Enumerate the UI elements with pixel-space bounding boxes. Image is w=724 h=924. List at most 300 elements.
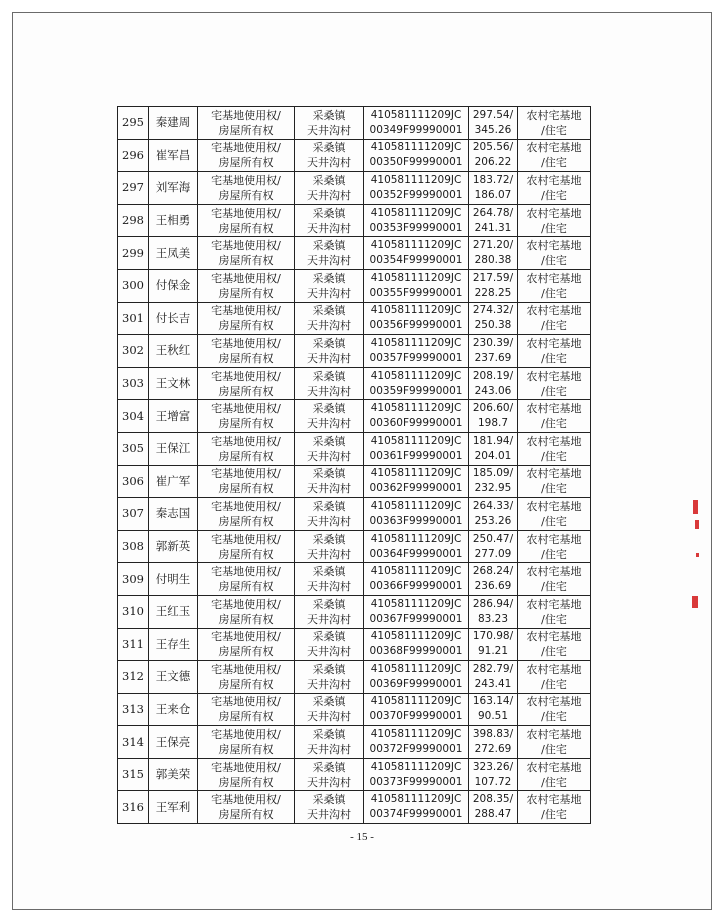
- right-type-cell: [198, 758, 295, 791]
- property-code-text: 410581111209JC: [370, 402, 462, 415]
- right-type-text: 宅基地使用权/: [211, 336, 281, 350]
- right-type-text: 宅基地使用权/: [211, 662, 281, 676]
- area-cell: [469, 693, 518, 726]
- owner-name-text: 王增富: [155, 408, 191, 423]
- land-use-cell: [518, 237, 591, 270]
- location-cell: [295, 791, 364, 824]
- area-cell: [469, 726, 518, 759]
- land-use-text: 农村宅基地: [526, 141, 582, 155]
- row-number-cell: [118, 791, 149, 824]
- row-number-text: 306: [122, 473, 144, 488]
- location-cell: [295, 661, 364, 694]
- land-use-text: /住宅: [541, 417, 567, 431]
- property-code-cell: [364, 758, 469, 791]
- row-number-cell: [118, 139, 149, 172]
- row-number-cell: [118, 269, 149, 302]
- location-text: 天井沟村: [307, 417, 351, 431]
- area-text: 250.47/: [472, 532, 514, 545]
- location-cell: [295, 172, 364, 205]
- land-use-cell: [518, 595, 591, 628]
- right-type-cell: [198, 400, 295, 433]
- property-code-cell: [364, 693, 469, 726]
- land-use-text: 农村宅基地: [526, 565, 582, 579]
- area-text: 398.83/: [472, 728, 514, 741]
- property-code-text: 00356F99990001: [369, 319, 463, 332]
- location-cell: [295, 400, 364, 433]
- location-cell: [295, 758, 364, 791]
- table-row: [118, 791, 591, 824]
- land-use-cell: [518, 791, 591, 824]
- land-use-text: 农村宅基地: [526, 532, 582, 546]
- property-code-cell: [364, 595, 469, 628]
- area-cell: [469, 107, 518, 140]
- area-text: 91.21: [477, 645, 509, 658]
- area-cell: [469, 530, 518, 563]
- property-code-text: 410581111209JC: [370, 662, 462, 675]
- row-number-text: 313: [122, 701, 144, 716]
- land-use-text: 农村宅基地: [526, 662, 582, 676]
- location-text: 采桑镇: [312, 793, 346, 807]
- table-row: [118, 107, 591, 140]
- land-use-text: /住宅: [541, 221, 567, 235]
- location-text: 天井沟村: [307, 645, 351, 659]
- owner-name-cell: [149, 107, 198, 140]
- owner-name-text: 王军利: [155, 799, 191, 814]
- location-cell: [295, 367, 364, 400]
- location-cell: [295, 693, 364, 726]
- area-text: 232.95: [474, 482, 512, 495]
- owner-name-cell: [149, 693, 198, 726]
- right-type-text: 宅基地使用权/: [211, 434, 281, 448]
- location-text: 采桑镇: [312, 499, 346, 513]
- owner-name-text: 秦建周: [155, 115, 191, 130]
- location-text: 采桑镇: [312, 108, 346, 122]
- land-use-text: /住宅: [541, 286, 567, 300]
- land-use-cell: [518, 269, 591, 302]
- land-use-text: 农村宅基地: [526, 434, 582, 448]
- location-text: 采桑镇: [312, 304, 346, 318]
- land-use-text: 农村宅基地: [526, 369, 582, 383]
- right-type-text: 宅基地使用权/: [211, 597, 281, 611]
- property-code-text: 410581111209JC: [370, 239, 462, 252]
- location-text: 采桑镇: [312, 402, 346, 416]
- property-code-text: 00369F99990001: [369, 677, 463, 690]
- land-use-text: 农村宅基地: [526, 173, 582, 187]
- land-use-text: 农村宅基地: [526, 499, 582, 513]
- right-type-text: 房屋所有权: [218, 775, 274, 789]
- location-text: 天井沟村: [307, 123, 351, 137]
- location-text: 采桑镇: [312, 695, 346, 709]
- property-code-text: 410581111209JC: [370, 695, 462, 708]
- right-type-cell: [198, 432, 295, 465]
- owner-name-text: 王文林: [155, 376, 191, 391]
- land-use-text: 农村宅基地: [526, 108, 582, 122]
- owner-name-cell: [149, 400, 198, 433]
- area-cell: [469, 498, 518, 531]
- property-code-text: 410581111209JC: [370, 760, 462, 773]
- land-use-cell: [518, 693, 591, 726]
- row-number-text: 300: [122, 278, 144, 293]
- owner-name-text: 郭美荣: [155, 767, 191, 782]
- land-use-text: 农村宅基地: [526, 597, 582, 611]
- location-text: 采桑镇: [312, 565, 346, 579]
- owner-name-text: 付长吉: [155, 310, 191, 325]
- property-code-text: 00368F99990001: [369, 645, 463, 658]
- right-type-cell: [198, 628, 295, 661]
- land-use-text: /住宅: [541, 677, 567, 691]
- seal-fragment: [695, 520, 699, 529]
- right-type-text: 房屋所有权: [218, 580, 274, 594]
- area-text: 217.59/: [472, 271, 514, 284]
- location-cell: [295, 628, 364, 661]
- location-text: 采桑镇: [312, 662, 346, 676]
- right-type-text: 宅基地使用权/: [211, 108, 281, 122]
- property-code-text: 410581111209JC: [370, 597, 462, 610]
- location-cell: [295, 595, 364, 628]
- row-number-text: 302: [122, 343, 144, 358]
- area-text: 90.51: [477, 710, 509, 723]
- location-cell: [295, 237, 364, 270]
- location-text: 天井沟村: [307, 449, 351, 463]
- property-code-text: 00362F99990001: [369, 482, 463, 495]
- owner-name-cell: [149, 530, 198, 563]
- area-text: 205.56/: [472, 141, 514, 154]
- area-text: 268.24/: [472, 565, 514, 578]
- right-type-text: 房屋所有权: [218, 319, 274, 333]
- row-number-text: 308: [122, 539, 144, 554]
- land-use-text: 农村宅基地: [526, 206, 582, 220]
- table-row: [118, 302, 591, 335]
- area-text: 185.09/: [472, 467, 514, 480]
- right-type-text: 宅基地使用权/: [211, 271, 281, 285]
- owner-name-cell: [149, 139, 198, 172]
- land-use-cell: [518, 400, 591, 433]
- land-use-cell: [518, 758, 591, 791]
- location-text: 天井沟村: [307, 677, 351, 691]
- right-type-text: 宅基地使用权/: [211, 206, 281, 220]
- area-cell: [469, 269, 518, 302]
- property-code-text: 00370F99990001: [369, 710, 463, 723]
- land-use-text: 农村宅基地: [526, 695, 582, 709]
- location-text: 采桑镇: [312, 467, 346, 481]
- right-type-cell: [198, 335, 295, 368]
- row-number-text: 307: [122, 506, 144, 521]
- land-use-text: /住宅: [541, 319, 567, 333]
- right-type-cell: [198, 791, 295, 824]
- area-text: 253.26: [474, 514, 512, 527]
- owner-name-cell: [149, 595, 198, 628]
- area-cell: [469, 367, 518, 400]
- property-code-text: 00352F99990001: [369, 188, 463, 201]
- row-number-text: 304: [122, 408, 144, 423]
- land-use-text: 农村宅基地: [526, 402, 582, 416]
- table-row: [118, 498, 591, 531]
- row-number-cell: [118, 237, 149, 270]
- area-cell: [469, 758, 518, 791]
- right-type-cell: [198, 172, 295, 205]
- land-use-text: /住宅: [541, 351, 567, 365]
- location-cell: [295, 204, 364, 237]
- location-text: 天井沟村: [307, 514, 351, 528]
- land-use-cell: [518, 335, 591, 368]
- owner-name-text: 王来仓: [155, 701, 191, 716]
- land-use-cell: [518, 302, 591, 335]
- land-use-text: /住宅: [541, 612, 567, 626]
- row-number-text: 312: [122, 669, 144, 684]
- seal-fragment: [696, 553, 699, 557]
- right-type-text: 宅基地使用权/: [211, 141, 281, 155]
- property-code-cell: [364, 726, 469, 759]
- property-code-cell: [364, 628, 469, 661]
- owner-name-cell: [149, 563, 198, 596]
- owner-name-cell: [149, 432, 198, 465]
- location-text: 天井沟村: [307, 547, 351, 561]
- owner-name-cell: [149, 204, 198, 237]
- row-number-text: 309: [122, 571, 144, 586]
- area-text: 83.23: [477, 612, 509, 625]
- property-code-text: 410581111209JC: [370, 630, 462, 643]
- row-number-cell: [118, 432, 149, 465]
- right-type-text: 房屋所有权: [218, 645, 274, 659]
- owner-name-text: 郭新英: [155, 539, 191, 554]
- right-type-text: 房屋所有权: [218, 449, 274, 463]
- row-number-cell: [118, 530, 149, 563]
- owner-name-text: 王凤美: [155, 245, 191, 260]
- right-type-cell: [198, 204, 295, 237]
- right-type-text: 房屋所有权: [218, 547, 274, 561]
- land-use-text: /住宅: [541, 775, 567, 789]
- area-text: 230.39/: [472, 336, 514, 349]
- right-type-text: 房屋所有权: [218, 221, 274, 235]
- row-number-cell: [118, 335, 149, 368]
- land-use-cell: [518, 726, 591, 759]
- location-text: 天井沟村: [307, 286, 351, 300]
- area-text: 241.31: [474, 221, 512, 234]
- area-cell: [469, 302, 518, 335]
- property-code-cell: [364, 530, 469, 563]
- area-cell: [469, 661, 518, 694]
- land-use-cell: [518, 628, 591, 661]
- page-number: - 15 -: [350, 831, 374, 843]
- right-type-cell: [198, 693, 295, 726]
- right-type-cell: [198, 530, 295, 563]
- location-text: 采桑镇: [312, 532, 346, 546]
- property-code-text: 00353F99990001: [369, 221, 463, 234]
- land-use-text: 农村宅基地: [526, 304, 582, 318]
- location-text: 天井沟村: [307, 482, 351, 496]
- property-code-cell: [364, 791, 469, 824]
- right-type-text: 房屋所有权: [218, 123, 274, 137]
- land-use-text: /住宅: [541, 156, 567, 170]
- location-cell: [295, 530, 364, 563]
- property-code-text: 410581111209JC: [370, 108, 462, 121]
- land-use-text: 农村宅基地: [526, 239, 582, 253]
- property-code-cell: [364, 269, 469, 302]
- right-type-text: 宅基地使用权/: [211, 760, 281, 774]
- right-type-text: 宅基地使用权/: [211, 499, 281, 513]
- table-row: [118, 269, 591, 302]
- owner-name-text: 王红玉: [155, 604, 191, 619]
- area-text: 181.94/: [472, 434, 514, 447]
- property-code-cell: [364, 432, 469, 465]
- land-use-text: 农村宅基地: [526, 467, 582, 481]
- location-text: 天井沟村: [307, 808, 351, 822]
- row-number-text: 298: [122, 213, 144, 228]
- right-type-text: 宅基地使用权/: [211, 793, 281, 807]
- right-type-text: 房屋所有权: [218, 612, 274, 626]
- area-cell: [469, 432, 518, 465]
- location-text: 天井沟村: [307, 351, 351, 365]
- land-use-text: /住宅: [541, 384, 567, 398]
- row-number-text: 303: [122, 376, 144, 391]
- property-code-cell: [364, 335, 469, 368]
- land-use-cell: [518, 563, 591, 596]
- land-use-text: 农村宅基地: [526, 728, 582, 742]
- row-number-cell: [118, 693, 149, 726]
- table-row: [118, 595, 591, 628]
- location-text: 采桑镇: [312, 760, 346, 774]
- table-row: [118, 726, 591, 759]
- area-text: 198.7: [477, 417, 509, 430]
- owner-name-text: 王秋红: [155, 343, 191, 358]
- right-type-text: 宅基地使用权/: [211, 565, 281, 579]
- area-text: 280.38: [474, 254, 512, 267]
- right-type-cell: [198, 367, 295, 400]
- right-type-cell: [198, 107, 295, 140]
- row-number-cell: [118, 107, 149, 140]
- table-row: [118, 628, 591, 661]
- right-type-text: 房屋所有权: [218, 286, 274, 300]
- property-code-cell: [364, 465, 469, 498]
- area-text: 206.22: [474, 156, 512, 169]
- row-number-cell: [118, 726, 149, 759]
- right-type-cell: [198, 237, 295, 270]
- right-type-text: 宅基地使用权/: [211, 402, 281, 416]
- right-type-cell: [198, 563, 295, 596]
- table-row: [118, 204, 591, 237]
- property-code-text: 410581111209JC: [370, 728, 462, 741]
- owner-name-cell: [149, 335, 198, 368]
- row-number-cell: [118, 628, 149, 661]
- table-row: [118, 335, 591, 368]
- property-code-text: 410581111209JC: [370, 369, 462, 382]
- row-number-cell: [118, 400, 149, 433]
- area-cell: [469, 204, 518, 237]
- owner-name-cell: [149, 465, 198, 498]
- row-number-cell: [118, 758, 149, 791]
- table-body: [118, 107, 591, 824]
- land-use-cell: [518, 661, 591, 694]
- property-code-text: 410581111209JC: [370, 206, 462, 219]
- land-use-text: 农村宅基地: [526, 271, 582, 285]
- property-code-cell: [364, 237, 469, 270]
- right-type-text: 房屋所有权: [218, 808, 274, 822]
- row-number-cell: [118, 302, 149, 335]
- location-text: 天井沟村: [307, 612, 351, 626]
- location-text: 采桑镇: [312, 434, 346, 448]
- right-type-cell: [198, 498, 295, 531]
- right-type-cell: [198, 595, 295, 628]
- property-code-text: 00360F99990001: [369, 417, 463, 430]
- area-text: 286.94/: [472, 597, 514, 610]
- land-use-text: /住宅: [541, 123, 567, 137]
- row-number-cell: [118, 367, 149, 400]
- land-use-text: /住宅: [541, 254, 567, 268]
- property-code-text: 00364F99990001: [369, 547, 463, 560]
- location-cell: [295, 302, 364, 335]
- owner-name-text: 王存生: [155, 636, 191, 651]
- property-code-text: 410581111209JC: [370, 532, 462, 545]
- area-text: 237.69: [474, 351, 512, 364]
- land-use-text: 农村宅基地: [526, 793, 582, 807]
- row-number-cell: [118, 498, 149, 531]
- property-code-text: 00359F99990001: [369, 384, 463, 397]
- location-text: 天井沟村: [307, 188, 351, 202]
- area-text: 345.26: [474, 123, 512, 136]
- table-row: [118, 693, 591, 726]
- right-type-text: 房屋所有权: [218, 254, 274, 268]
- right-type-text: 宅基地使用权/: [211, 467, 281, 481]
- owner-name-text: 王保江: [155, 441, 191, 456]
- area-text: 264.33/: [472, 499, 514, 512]
- property-code-text: 00357F99990001: [369, 351, 463, 364]
- area-text: 208.19/: [472, 369, 514, 382]
- table-row: [118, 758, 591, 791]
- location-text: 天井沟村: [307, 580, 351, 594]
- land-use-text: /住宅: [541, 482, 567, 496]
- property-code-text: 410581111209JC: [370, 271, 462, 284]
- property-code-text: 410581111209JC: [370, 467, 462, 480]
- row-number-cell: [118, 204, 149, 237]
- land-use-text: /住宅: [541, 743, 567, 757]
- location-text: 采桑镇: [312, 369, 346, 383]
- area-text: 206.60/: [472, 402, 514, 415]
- location-text: 采桑镇: [312, 173, 346, 187]
- area-cell: [469, 400, 518, 433]
- owner-name-cell: [149, 269, 198, 302]
- area-text: 186.07: [474, 188, 512, 201]
- location-text: 采桑镇: [312, 141, 346, 155]
- table-row: [118, 530, 591, 563]
- area-cell: [469, 465, 518, 498]
- right-type-text: 宅基地使用权/: [211, 239, 281, 253]
- area-text: 107.72: [474, 775, 512, 788]
- row-number-text: 305: [122, 441, 144, 456]
- right-type-text: 宅基地使用权/: [211, 728, 281, 742]
- right-type-text: 房屋所有权: [218, 417, 274, 431]
- location-cell: [295, 139, 364, 172]
- property-code-text: 00361F99990001: [369, 449, 463, 462]
- location-text: 采桑镇: [312, 206, 346, 220]
- property-code-cell: [364, 661, 469, 694]
- land-use-text: 农村宅基地: [526, 336, 582, 350]
- owner-name-text: 崔广军: [155, 473, 191, 488]
- owner-name-cell: [149, 628, 198, 661]
- owner-name-text: 秦志国: [155, 506, 191, 521]
- property-code-cell: [364, 367, 469, 400]
- land-use-text: /住宅: [541, 580, 567, 594]
- property-code-text: 410581111209JC: [370, 336, 462, 349]
- owner-name-cell: [149, 172, 198, 205]
- property-code-text: 00367F99990001: [369, 612, 463, 625]
- right-type-cell: [198, 726, 295, 759]
- area-text: 236.69: [474, 580, 512, 593]
- area-cell: [469, 139, 518, 172]
- right-type-cell: [198, 302, 295, 335]
- location-cell: [295, 465, 364, 498]
- table-row: [118, 172, 591, 205]
- property-code-text: 410581111209JC: [370, 173, 462, 186]
